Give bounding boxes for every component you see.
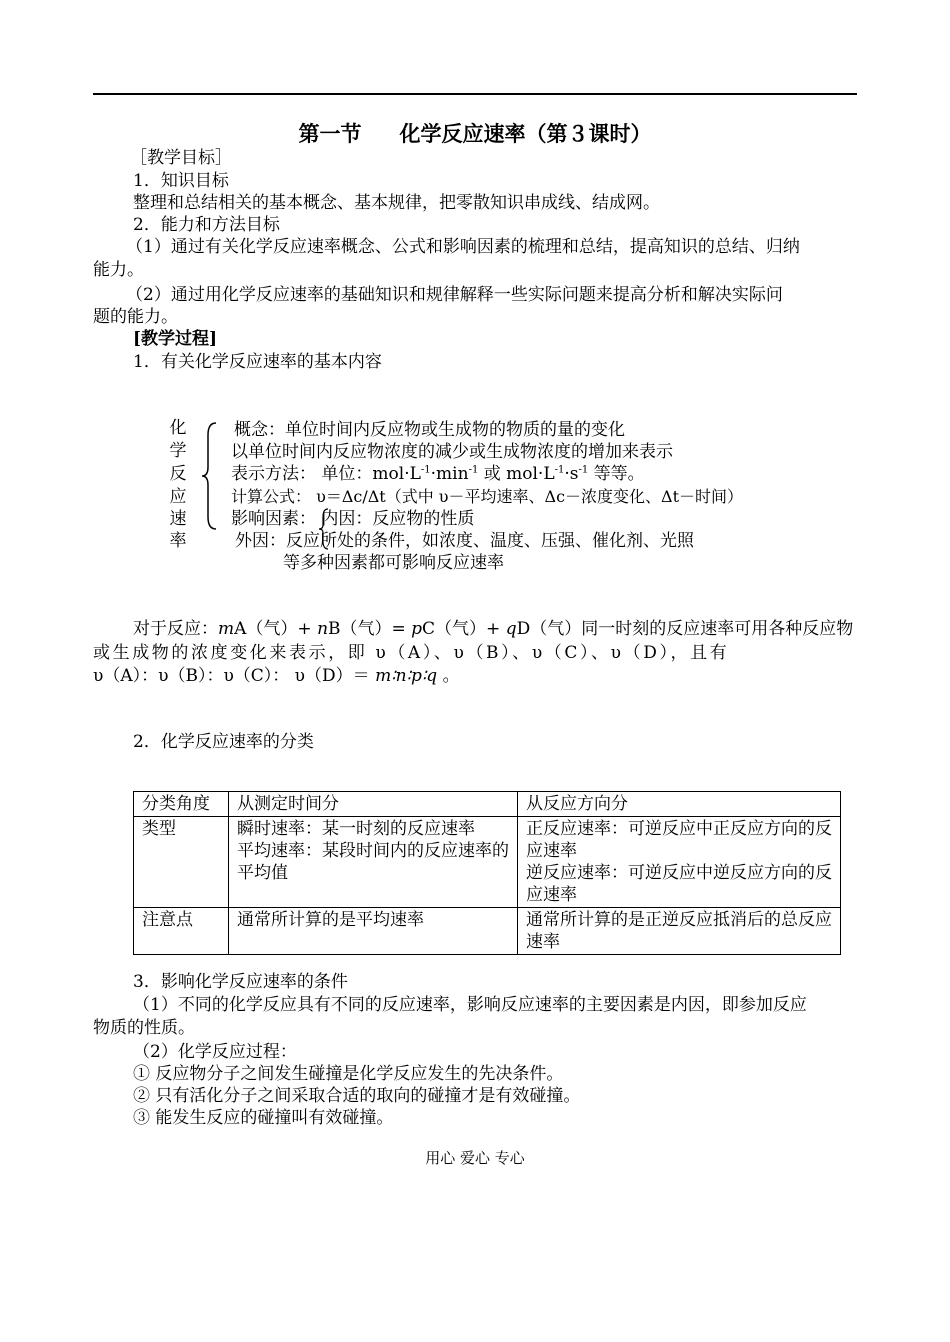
section3-item2: ② 只有活化分子之间采取合适的取向的碰撞才是有效碰撞。 (133, 1086, 581, 1106)
table-header-cell: 分类角度 (134, 792, 229, 817)
ability-goal-1-line1: （1）通过有关化学反应速率概念、公式和影响因素的梳理和总结，提高知识的总结、归纳 (126, 237, 800, 257)
page-title: 第一节 化学反应速率（第３课时） (298, 122, 652, 146)
section3-heading: 3．影响化学反应速率的条件 (133, 972, 348, 992)
table-cell: 正反应速率：可逆反应中正反应方向的反应速率 逆反应速率：可逆反应中逆反应方向的反应速率 (518, 817, 841, 908)
section2-heading: 2．化学反应速率的分类 (133, 732, 314, 752)
ability-goal-heading: 2．能力和方法目标 (133, 215, 280, 235)
vertical-label-char: 率 (169, 531, 187, 551)
classification-table (133, 791, 841, 955)
section3-item1: ① 反应物分子之间发生碰撞是化学反应发生的先决条件。 (133, 1064, 564, 1084)
vertical-label-char: 速 (169, 509, 187, 529)
unit-line: 表示方法： 单位：$mol\cdot L^{-1}\cdot\min^{-1}$ 或 $mol\cdot L^{-1}\cdot s^{-1}$ 等等。 (231, 464, 645, 484)
page-footer: 用心 爱心 专心 (425, 1149, 525, 1167)
table-cell: 类型 (134, 817, 229, 908)
vertical-label-char: 反 (169, 464, 187, 484)
table-row (134, 817, 841, 908)
section3-item3: ③ 能发生反应的碰撞叫有效碰撞。 (133, 1108, 394, 1128)
table-cell: 通常所计算的是正逆反应抵消后的总反应速率 (518, 908, 841, 955)
table-row (134, 908, 841, 955)
factors-line: 影响因素： 内因：反应物的性质 (231, 509, 475, 529)
external-factors-line2: 等多种因素都可影响反应速率 (283, 553, 504, 573)
left-brace (200, 421, 220, 531)
formula-line: 计算公式： υ＝Δc/Δt（式中 υ－平均速率、Δc－浓度变化、Δt－时间） (231, 487, 744, 506)
table-cell: 通常所计算的是平均速率 (229, 908, 518, 955)
header-rule (93, 93, 857, 95)
vertical-label-char: 应 (169, 487, 187, 507)
table-header-cell: 从反应方向分 (518, 792, 841, 817)
reaction-line1: 对于反应：mA（气）+ nB（气）= pC（气）+ qD（气）同一时刻的反应速率可用各种反应物 (133, 619, 854, 639)
vertical-label-char: 化 (169, 418, 187, 438)
concept-line2: 以单位时间内反应物浓度的减少或生成物浓度的增加来表示 (231, 442, 673, 462)
ability-goal-2-line1: （2）通过用化学反应速率的基础知识和规律解释一些实际问题来提高分析和解决实际问 (126, 285, 783, 305)
section3-p1-line2: 物质的性质。 (93, 1018, 195, 1038)
ability-goal-2-line2: 题的能力。 (93, 307, 178, 327)
table-header-row (134, 792, 841, 817)
section3-p2: （2）化学反应过程： (133, 1042, 297, 1062)
reaction-line3: υ（A）：υ（B）：υ（C）： υ（D）＝ m∶n∶p∶q 。 (93, 666, 460, 686)
concept-line1: 概念：单位时间内反应物或生成物的物质的量的变化 (234, 420, 625, 440)
table-cell: 注意点 (134, 908, 229, 955)
table-header-cell: 从测定时间分 (229, 792, 518, 817)
objectives-heading: ［教学目标］ (130, 148, 232, 168)
vertical-label-char: 学 (169, 441, 187, 461)
table-cell: 瞬时速率：某一时刻的反应速率 平均速率：某段时间内的反应速率的平均值 (229, 817, 518, 908)
knowledge-goal-heading: 1．知识目标 (133, 171, 229, 191)
ability-goal-1-line2: 能力。 (93, 260, 144, 280)
process-heading: [教学过程] (133, 329, 218, 349)
section3-p1-line1: （1）不同的化学反应具有不同的反应速率，影响反应速率的主要因素是内因，即参加反应 (133, 995, 807, 1015)
reaction-line2: 或生成物的浓度变化来表示，即 υ（A）、υ（B）、υ（C）、υ（D），且有 (93, 643, 730, 663)
section1-heading: 1．有关化学反应速率的基本内容 (133, 352, 382, 372)
knowledge-goal-text: 整理和总结相关的基本概念、基本规律，把零散知识串成线、结成网。 (133, 193, 660, 213)
external-factors-line1: 外因：反应所处的条件，如浓度、温度、压强、催化剂、光照 (235, 531, 694, 551)
